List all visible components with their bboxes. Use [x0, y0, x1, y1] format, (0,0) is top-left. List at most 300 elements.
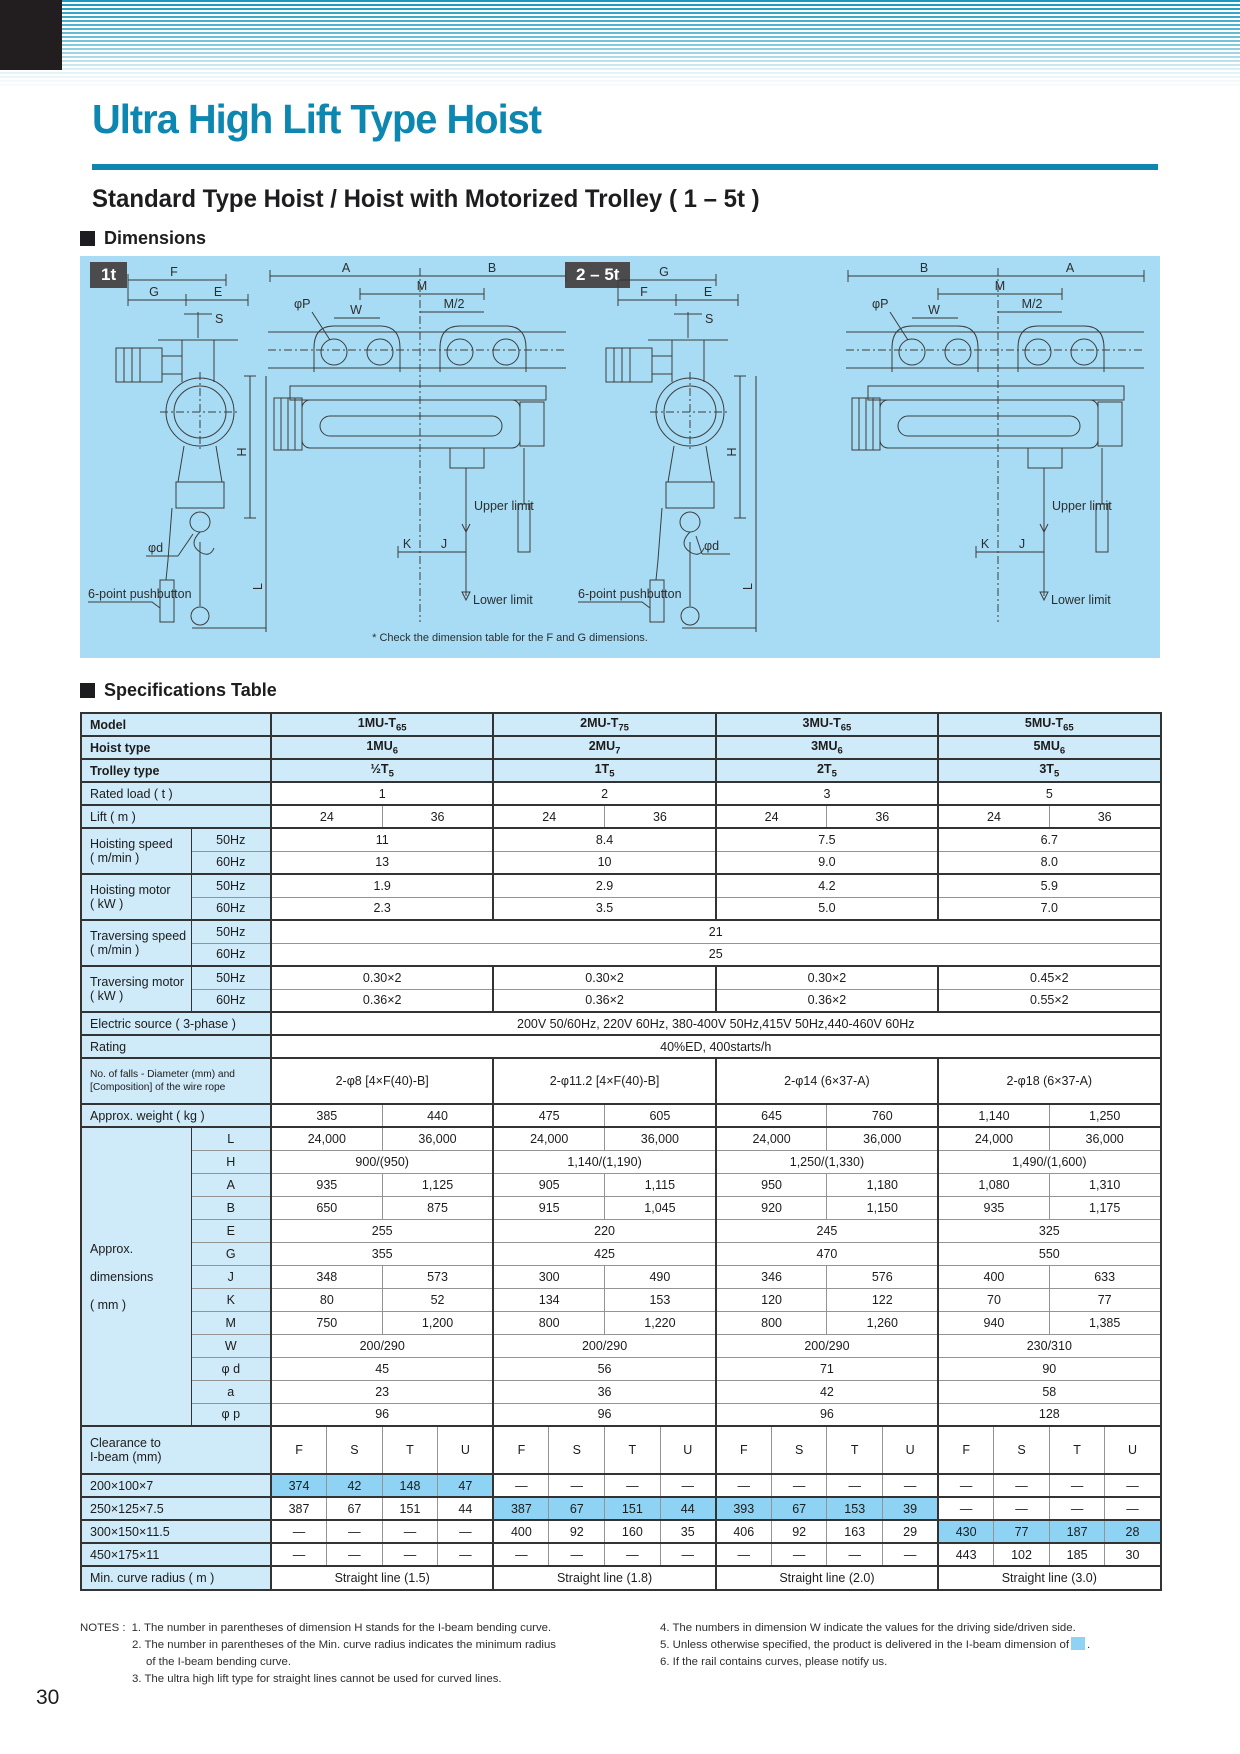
spec-cell: 900/(950): [271, 1150, 493, 1173]
spec-cell: 920: [716, 1196, 827, 1219]
spec-cell: —: [1105, 1497, 1161, 1520]
spec-cell: S: [771, 1426, 827, 1474]
dim-label-k: K: [402, 537, 412, 551]
spec-cell: 245: [716, 1219, 938, 1242]
spec-row-dimA: [81, 1173, 1161, 1196]
spec-row-tm60: [81, 989, 1161, 1012]
spec-cell: 24,000: [271, 1127, 382, 1150]
dim-label-j: J: [440, 537, 448, 551]
note-2: 2. The number in parentheses of the Min. curve radius indicates the minimum radius: [132, 1639, 556, 1652]
row-label: Approx. weight ( kg ): [81, 1104, 271, 1127]
spec-cell: 905: [493, 1173, 604, 1196]
spec-cell: —: [271, 1543, 327, 1566]
dim-label-phid: φd: [148, 541, 164, 555]
dimensions-heading: [80, 228, 206, 249]
spec-cell: $\frac{1}{2}T_5$: [271, 759, 493, 782]
front-view: [846, 261, 1144, 622]
spec-cell: 1,385: [1049, 1311, 1160, 1334]
spec-cell: 187: [1049, 1520, 1105, 1543]
spec-cell: 430: [938, 1520, 994, 1543]
spec-row-ts50: [81, 920, 1161, 943]
spec-cell: 470: [716, 1242, 938, 1265]
spec-cell: 36: [493, 1380, 715, 1403]
row-label: Approx. dimensions ( mm ): [81, 1127, 191, 1426]
spec-cell: 44: [438, 1497, 494, 1520]
row-label: Traversing motor ( kW ): [81, 966, 191, 1012]
spec-cell: U: [660, 1426, 716, 1474]
spec-cell: U: [438, 1426, 494, 1474]
spec-cell: 148: [382, 1474, 438, 1497]
notes-right-column: [660, 1620, 1165, 1671]
spec-cell: 760: [827, 1104, 938, 1127]
spec-cell: 1,140/(1,190): [493, 1150, 715, 1173]
spec-cell: 1,045: [605, 1196, 716, 1219]
dim-label-l: L: [251, 583, 265, 590]
dim-label-f: F: [170, 265, 178, 279]
spec-row-model: [81, 713, 1161, 736]
row-sublabel: 50Hz: [191, 874, 271, 897]
spec-cell: 24,000: [938, 1127, 1049, 1150]
spec-cell: 443: [938, 1543, 994, 1566]
row-sublabel: J: [191, 1265, 271, 1288]
spec-cell: 550: [938, 1242, 1160, 1265]
spec-cell: F: [493, 1426, 549, 1474]
row-label: 450×175×11: [81, 1543, 271, 1566]
spec-cell: —: [716, 1474, 772, 1497]
spec-cell: U: [1105, 1426, 1161, 1474]
row-sublabel: 50Hz: [191, 966, 271, 989]
spec-cell: 67: [549, 1497, 605, 1520]
spec-cell: 1: [271, 782, 493, 805]
spec-cell: 200/290: [716, 1334, 938, 1357]
spec-row-tm50: [81, 966, 1161, 989]
spec-cell: 96: [493, 1403, 715, 1426]
spec-cell: 348: [271, 1265, 382, 1288]
spec-cell: —: [1049, 1474, 1105, 1497]
spec-cell: Straight line (1.8): [493, 1566, 715, 1590]
spec-cell: 24,000: [716, 1127, 827, 1150]
spec-cell: $2MU_7$: [493, 736, 715, 759]
specifications-heading-label: Specifications Table: [104, 680, 277, 700]
spec-cell: $3MU-T_{65}$: [716, 713, 938, 736]
spec-cell: 11: [271, 828, 493, 851]
spec-cell: 56: [493, 1357, 715, 1380]
spec-cell: —: [549, 1543, 605, 1566]
spec-cell: 36,000: [1049, 1127, 1160, 1150]
spec-cell: 940: [938, 1311, 1049, 1334]
dim-label-b: B: [919, 261, 929, 275]
spec-cell: 35: [660, 1520, 716, 1543]
spec-cell: 1,115: [605, 1173, 716, 1196]
spec-cell: 1,175: [1049, 1196, 1160, 1219]
spec-cell: 2-φ14 (6×37-A): [716, 1058, 938, 1104]
notes-left-column: [80, 1620, 595, 1688]
spec-cell: 0.36×2: [716, 989, 938, 1012]
row-sublabel: H: [191, 1150, 271, 1173]
spec-cell: 605: [605, 1104, 716, 1127]
row-label: Trolley type: [81, 759, 271, 782]
spec-row-beam250: [81, 1497, 1161, 1520]
spec-cell: 134: [493, 1288, 604, 1311]
spec-cell: 102: [994, 1543, 1050, 1566]
hoist-diagram-2-5t: [578, 260, 1153, 652]
spec-cell: 42: [327, 1474, 383, 1497]
spec-cell: 576: [827, 1265, 938, 1288]
spec-cell: 70: [938, 1288, 1049, 1311]
spec-row-hm60: [81, 897, 1161, 920]
spec-cell: 2.9: [493, 874, 715, 897]
spec-row-dimB: [81, 1196, 1161, 1219]
row-label: Hoist type: [81, 736, 271, 759]
dim-label-g: G: [659, 265, 669, 279]
row-sublabel: W: [191, 1334, 271, 1357]
spec-cell: 2.3: [271, 897, 493, 920]
spec-cell: 24: [271, 805, 382, 828]
spec-cell: 1,150: [827, 1196, 938, 1219]
spec-cell: 23: [271, 1380, 493, 1403]
dim-label-phiP: φP: [294, 297, 311, 311]
spec-cell: 1,140: [938, 1104, 1049, 1127]
spec-cell: 67: [771, 1497, 827, 1520]
spec-cell: 24: [716, 805, 827, 828]
dim-label-w: W: [928, 303, 940, 317]
spec-cell: 7.5: [716, 828, 938, 851]
spec-cell: 13: [271, 851, 493, 874]
spec-cell: 6.7: [938, 828, 1160, 851]
spec-cell: 36,000: [605, 1127, 716, 1150]
spec-cell: $2T_5$: [716, 759, 938, 782]
spec-cell: 1,310: [1049, 1173, 1160, 1196]
spec-cell: —: [382, 1543, 438, 1566]
row-label: No. of falls - Diameter (mm) and [Composition] of the wire rope: [81, 1058, 271, 1104]
row-label: 250×125×7.5: [81, 1497, 271, 1520]
spec-cell: 346: [716, 1265, 827, 1288]
spec-cell: 96: [271, 1403, 493, 1426]
row-sublabel: K: [191, 1288, 271, 1311]
note-6: 6. If the rail contains curves, please notify us.: [660, 1656, 888, 1669]
spec-cell: 80: [271, 1288, 382, 1311]
row-label: Hoisting speed ( m/min ): [81, 828, 191, 874]
spec-cell: 96: [716, 1403, 938, 1426]
row-sublabel: A: [191, 1173, 271, 1196]
spec-cell: —: [660, 1543, 716, 1566]
specifications-heading: [80, 680, 277, 701]
spec-cell: 24: [493, 805, 604, 828]
spec-cell: 8.0: [938, 851, 1160, 874]
row-label: Clearance to I-beam (mm): [81, 1426, 271, 1474]
spec-cell: 42: [716, 1380, 938, 1403]
row-sublabel: B: [191, 1196, 271, 1219]
row-label: Electric source ( 3-phase ): [81, 1012, 271, 1035]
row-label: Model: [81, 713, 271, 736]
spec-cell: S: [549, 1426, 605, 1474]
spec-cell: Straight line (2.0): [716, 1566, 938, 1590]
spec-cell: 633: [1049, 1265, 1160, 1288]
spec-cell: —: [1049, 1497, 1105, 1520]
diagram-footnote: * Check the dimension table for the F and G dimensions.: [372, 632, 648, 644]
spec-cell: 10: [493, 851, 715, 874]
ibeam-dimension-swatch: [1071, 1637, 1085, 1650]
row-sublabel: M: [191, 1311, 271, 1334]
dim-label-m: M: [416, 279, 428, 293]
spec-cell: 151: [605, 1497, 661, 1520]
spec-cell: —: [716, 1543, 772, 1566]
spec-cell: $2MU-T_{75}$: [493, 713, 715, 736]
spec-cell: 163: [827, 1520, 883, 1543]
dim-label-s: S: [215, 312, 224, 326]
dim-label-m2: M/2: [443, 297, 465, 311]
spec-cell: 440: [382, 1104, 493, 1127]
spec-cell: 40%ED, 400starts/h: [271, 1035, 1161, 1058]
spec-cell: 875: [382, 1196, 493, 1219]
dim-label-phid: φd: [704, 539, 720, 553]
row-sublabel: a: [191, 1380, 271, 1403]
spec-cell: —: [994, 1474, 1050, 1497]
row-sublabel: 60Hz: [191, 851, 271, 874]
header-stripe-band: [0, 0, 1240, 88]
row-sublabel: 50Hz: [191, 828, 271, 851]
spec-cell: 30: [1105, 1543, 1161, 1566]
spec-cell: 47: [438, 1474, 494, 1497]
spec-cell: 92: [549, 1520, 605, 1543]
spec-cell: —: [549, 1474, 605, 1497]
spec-cell: T: [382, 1426, 438, 1474]
spec-cell: 90: [938, 1357, 1160, 1380]
note-5: [660, 1637, 1165, 1654]
spec-row-dimW: [81, 1334, 1161, 1357]
dim-label-f: F: [640, 285, 648, 299]
row-label: Hoisting motor ( kW ): [81, 874, 191, 920]
spec-cell: —: [271, 1520, 327, 1543]
spec-cell: —: [493, 1474, 549, 1497]
spec-cell: 153: [827, 1497, 883, 1520]
spec-cell: 29: [883, 1520, 939, 1543]
spec-cell: T: [1049, 1426, 1105, 1474]
spec-cell: 77: [1049, 1288, 1160, 1311]
spec-cell: 25: [271, 943, 1161, 966]
spec-cell: 24: [938, 805, 1049, 828]
dim-label-m2: M/2: [1021, 297, 1043, 311]
row-sublabel: 60Hz: [191, 989, 271, 1012]
spec-cell: 5.9: [938, 874, 1160, 897]
spec-cell: 21: [271, 920, 1161, 943]
dimensions-heading-label: Dimensions: [104, 228, 207, 248]
spec-row-dima: [81, 1380, 1161, 1403]
dim-label-s: S: [705, 312, 714, 326]
spec-cell: 7.0: [938, 897, 1160, 920]
spec-cell: U: [883, 1426, 939, 1474]
spec-cell: 2: [493, 782, 715, 805]
spec-row-dimJ: [81, 1265, 1161, 1288]
spec-cell: —: [771, 1474, 827, 1497]
spec-cell: 8.4: [493, 828, 715, 851]
note-4: 4. The numbers in dimension W indicate the values for the driving side/driven side.: [660, 1622, 1076, 1634]
spec-cell: 1,080: [938, 1173, 1049, 1196]
row-label: Rating: [81, 1035, 271, 1058]
spec-row-lift: [81, 805, 1161, 828]
spec-cell: 5: [938, 782, 1160, 805]
dim-label-e: E: [703, 285, 713, 299]
spec-row-dimG: [81, 1242, 1161, 1265]
spec-cell: 1,180: [827, 1173, 938, 1196]
spec-table: [80, 712, 1162, 1591]
note-5-suffix: .: [1087, 1639, 1091, 1652]
dim-label-m: M: [994, 279, 1006, 293]
spec-cell: 1,260: [827, 1311, 938, 1334]
spec-cell: 1,220: [605, 1311, 716, 1334]
spec-cell: 0.30×2: [493, 966, 715, 989]
spec-row-dimPhip: [81, 1403, 1161, 1426]
row-sublabel: φ p: [191, 1403, 271, 1426]
row-sublabel: 50Hz: [191, 920, 271, 943]
spec-row-clearhdr: [81, 1426, 1161, 1474]
spec-row-dimPhid: [81, 1357, 1161, 1380]
upper-limit-label: Upper limit: [474, 499, 534, 513]
spec-cell: 185: [1049, 1543, 1105, 1566]
spec-cell: —: [938, 1474, 994, 1497]
dim-label-b: B: [487, 261, 497, 275]
spec-row-rating: [81, 1035, 1161, 1058]
spec-row-falls: [81, 1058, 1161, 1104]
spec-cell: —: [493, 1543, 549, 1566]
spec-cell: $1T_5$: [493, 759, 715, 782]
spec-cell: 255: [271, 1219, 493, 1242]
spec-cell: 645: [716, 1104, 827, 1127]
spec-cell: S: [994, 1426, 1050, 1474]
spec-cell: T: [605, 1426, 661, 1474]
spec-cell: 3.5: [493, 897, 715, 920]
spec-cell: 77: [994, 1520, 1050, 1543]
spec-cell: 750: [271, 1311, 382, 1334]
dim-label-k: K: [980, 537, 990, 551]
spec-cell: F: [271, 1426, 327, 1474]
spec-cell: 800: [716, 1311, 827, 1334]
spec-cell: 0.45×2: [938, 966, 1160, 989]
dim-label-phiP: φP: [872, 297, 889, 311]
spec-cell: 950: [716, 1173, 827, 1196]
spec-cell: 230/310: [938, 1334, 1160, 1357]
spec-cell: 935: [938, 1196, 1049, 1219]
spec-cell: 2-φ8 [4×F(40)-B]: [271, 1058, 493, 1104]
spec-cell: 1,250: [1049, 1104, 1160, 1127]
dim-label-l: L: [741, 583, 755, 590]
spec-cell: —: [327, 1543, 383, 1566]
spec-cell: 36,000: [827, 1127, 938, 1150]
spec-cell: —: [382, 1520, 438, 1543]
spec-cell: —: [438, 1520, 494, 1543]
spec-cell: 200/290: [493, 1334, 715, 1357]
spec-cell: 52: [382, 1288, 493, 1311]
lower-limit-label: Lower limit: [473, 593, 533, 607]
page-number: 30: [36, 1686, 60, 1709]
note-5-text: 5. Unless otherwise specified, the product is delivered in the I-beam dimension of: [660, 1639, 1070, 1652]
spec-cell: $5MU-T_{65}$: [938, 713, 1160, 736]
spec-row-dimE: [81, 1219, 1161, 1242]
side-view: [578, 265, 756, 632]
spec-row-dimL: [81, 1127, 1161, 1150]
dim-label-h: H: [235, 447, 249, 457]
header-black-block: [0, 0, 62, 70]
spec-cell: 475: [493, 1104, 604, 1127]
spec-cell: 36: [1049, 805, 1160, 828]
spec-cell: 5.0: [716, 897, 938, 920]
spec-cell: 36,000: [382, 1127, 493, 1150]
spec-cell: 45: [271, 1357, 493, 1380]
spec-cell: —: [938, 1497, 994, 1520]
spec-cell: 92: [771, 1520, 827, 1543]
title-rule: [92, 164, 1158, 170]
spec-row-ts60: [81, 943, 1161, 966]
spec-cell: F: [716, 1426, 772, 1474]
spec-cell: 0.30×2: [716, 966, 938, 989]
spec-row-trolley: [81, 759, 1161, 782]
spec-cell: 387: [271, 1497, 327, 1520]
dim-label-a: A: [1065, 261, 1075, 275]
upper-limit-label: Upper limit: [1052, 499, 1112, 513]
note-2-continued: of the I-beam bending curve.: [146, 1656, 292, 1669]
spec-cell: $3T_5$: [938, 759, 1160, 782]
spec-cell: 36: [827, 805, 938, 828]
spec-cell: 0.36×2: [493, 989, 715, 1012]
row-sublabel: 60Hz: [191, 943, 271, 966]
spec-row-beam200: [81, 1474, 1161, 1497]
spec-cell: 71: [716, 1357, 938, 1380]
spec-cell: 935: [271, 1173, 382, 1196]
pushbutton-label: 6-point pushbutton: [88, 587, 192, 601]
spec-cell: —: [1105, 1474, 1161, 1497]
spec-cell: 0.55×2: [938, 989, 1160, 1012]
spec-cell: —: [605, 1543, 661, 1566]
spec-cell: 1,490/(1,600): [938, 1150, 1160, 1173]
spec-cell: 374: [271, 1474, 327, 1497]
spec-cell: 406: [716, 1520, 772, 1543]
spec-cell: 1,125: [382, 1173, 493, 1196]
spec-cell: 24,000: [493, 1127, 604, 1150]
spec-cell: 1,250/(1,330): [716, 1150, 938, 1173]
spec-cell: 122: [827, 1288, 938, 1311]
spec-cell: 400: [938, 1265, 1049, 1288]
spec-cell: Straight line (1.5): [271, 1566, 493, 1590]
spec-cell: 650: [271, 1196, 382, 1219]
spec-cell: 36: [605, 805, 716, 828]
row-sublabel: φ d: [191, 1357, 271, 1380]
spec-cell: $1MU-T_{65}$: [271, 713, 493, 736]
spec-cell: 67: [327, 1497, 383, 1520]
spec-cell: 39: [883, 1497, 939, 1520]
spec-cell: —: [827, 1474, 883, 1497]
spec-cell: 325: [938, 1219, 1160, 1242]
spec-cell: —: [827, 1543, 883, 1566]
badge-1t: 1t: [90, 262, 127, 288]
spec-cell: 800: [493, 1311, 604, 1334]
spec-row-hoist: [81, 736, 1161, 759]
spec-cell: —: [660, 1474, 716, 1497]
spec-row-rated: [81, 782, 1161, 805]
spec-cell: —: [994, 1497, 1050, 1520]
spec-cell: S: [327, 1426, 383, 1474]
spec-cell: 425: [493, 1242, 715, 1265]
badge-2-5t: 2 – 5t: [565, 262, 630, 288]
spec-cell: 393: [716, 1497, 772, 1520]
spec-cell: 200/290: [271, 1334, 493, 1357]
front-view: [268, 261, 566, 622]
square-bullet-icon: [80, 231, 95, 246]
row-label: 200×100×7: [81, 1474, 271, 1497]
spec-cell: 1.9: [271, 874, 493, 897]
spec-cell: 58: [938, 1380, 1160, 1403]
spec-cell: $1MU_6$: [271, 736, 493, 759]
spec-row-beam450: [81, 1543, 1161, 1566]
